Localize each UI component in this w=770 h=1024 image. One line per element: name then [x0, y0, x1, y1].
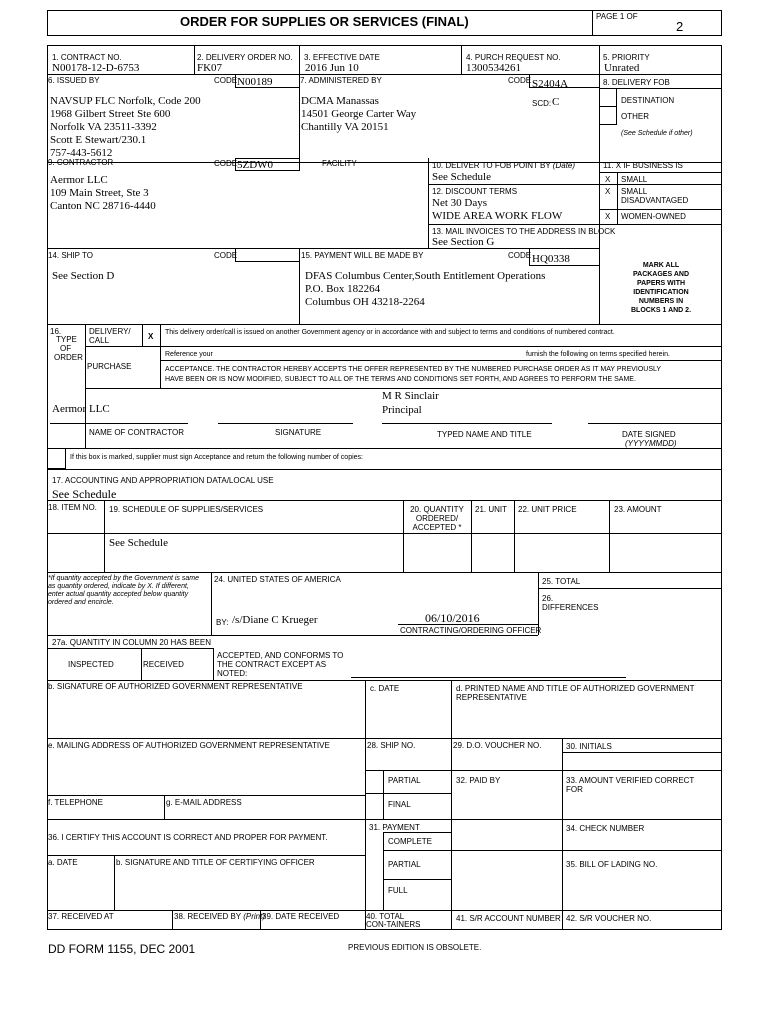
fob-destination-label: DESTINATION	[621, 96, 675, 105]
delivery-order-text: This delivery order/call is issued on another Government agency or in accordance with and subject to terms and conditions of numbered contract.	[165, 329, 615, 336]
contractor-code-label: CODE	[214, 159, 238, 168]
issued-by-code: N00189	[237, 76, 273, 88]
certify-date-label: a. DATE	[48, 858, 78, 867]
mark-all-line-2: PACKAGES AND	[632, 271, 690, 278]
women-owned-label: WOMEN-OWNED	[621, 212, 686, 221]
payment-line-2: P.O. Box 182264	[305, 283, 381, 295]
discount-terms-line-1: Net 30 Days	[432, 197, 487, 209]
type-of-order-label-1: 16.	[50, 327, 62, 336]
administered-by-line-2: 14501 George Carter Way	[301, 108, 417, 120]
amount-verified-label-2: FOR	[566, 785, 583, 794]
mark-all-line-4: IDENTIFICATION	[633, 289, 689, 296]
delivery-call-label: DELIVERY/	[89, 327, 131, 336]
issued-by-label: 6. ISSUED BY	[48, 76, 100, 85]
certifying-officer-label: b. SIGNATURE AND TITLE OF CERTIFYING OFFICER	[116, 858, 315, 867]
type-of-order-label-3: OF	[60, 344, 72, 353]
gov-rep-name-label-2: REPRESENTATIVE	[456, 693, 527, 702]
ship-to-label: 14. SHIP TO	[48, 251, 93, 260]
delivery-fob-label: 8. DELIVERY FOB	[603, 78, 670, 87]
administered-by-label: 7. ADMINISTERED BY	[300, 76, 382, 85]
inspected-label[interactable]: INSPECTED	[68, 660, 114, 669]
business-type-label: 11. X IF BUSINESS IS	[603, 161, 683, 170]
typed-name-title-label: TYPED NAME AND TITLE	[437, 430, 532, 439]
effective-date-label: 3. EFFECTIVE DATE	[304, 53, 380, 62]
contract-no-value: N00178-12-D-6753	[52, 62, 140, 74]
reference-label: Reference your	[165, 351, 213, 358]
date-received-label: 39. DATE RECEIVED	[262, 912, 340, 921]
final-label[interactable]: FINAL	[388, 800, 411, 809]
fob-destination-checkbox[interactable]	[599, 88, 617, 107]
accepted-conforms-2: THE CONTRACT EXCEPT AS	[217, 660, 327, 669]
date-signed-format: (YYYYMMDD)	[625, 439, 677, 448]
qty-note-line-4: ordered and encircle.	[48, 599, 114, 606]
issued-by-code-label: CODE	[214, 76, 238, 85]
mark-all-line-3: PAPERS WITH	[636, 280, 686, 287]
fob-other-note: (See Schedule if other)	[621, 130, 693, 137]
delivery-order-no-value: FK07	[197, 62, 223, 74]
acceptance-copies-checkbox[interactable]	[47, 448, 66, 469]
qty-note-line-3: enter actual quantity accepted below quantity	[48, 591, 189, 598]
received-label[interactable]: RECEIVED	[143, 660, 184, 669]
sr-account-label: 41. S/R ACCOUNT NUMBER	[456, 914, 561, 923]
purch-request-no-value: 1300534261	[466, 62, 521, 74]
issued-by-line-3: Norfolk VA 23511-3392	[50, 121, 157, 133]
payment-by-label: 15. PAYMENT WILL BE MADE BY	[301, 251, 424, 260]
acceptance-line-1: ACCEPTANCE. THE CONTRACTOR HEREBY ACCEPTS THE OFFER REPRESENTED BY THE NUMBERED PURCHASE ORDER AS IT MAY PREVIOUSLY	[165, 366, 662, 373]
mark-all-line-5: NUMBERS IN	[638, 298, 684, 305]
small-disadvantaged-label: SMALL DISADVANTAGED	[621, 187, 689, 205]
received-by-label: 38. RECEIVED BY (Print)	[174, 912, 266, 921]
name-of-contractor-label: NAME OF CONTRACTOR	[89, 428, 184, 437]
mark-all-line-6: BLOCKS 1 AND 2.	[630, 307, 692, 314]
bill-of-lading-label: 35. BILL OF LADING NO.	[566, 860, 658, 869]
payment-code-label: CODE	[508, 251, 532, 260]
gov-rep-signature-label: b. SIGNATURE OF AUTHORIZED GOVERNMENT REPRESENTATIVE	[48, 682, 303, 691]
administered-by-code-label: CODE	[508, 76, 532, 85]
small-business-label: SMALL	[621, 175, 648, 184]
issued-by-line-5: 757-443-5612	[50, 147, 113, 159]
differences-label-1: 26.	[542, 594, 554, 603]
contracting-officer-label: CONTRACTING/ORDERING OFFICER	[400, 626, 542, 635]
schedule-label: 19. SCHEDULE OF SUPPLIES/SERVICES	[109, 505, 264, 514]
purch-request-no-label: 4. PURCH REQUEST NO.	[466, 53, 561, 62]
quantity-label-3: ACCEPTED *	[412, 523, 462, 532]
officer-date: 06/10/2016	[425, 611, 480, 625]
page-label: PAGE 1 OF	[596, 12, 638, 21]
delivery-order-no-label: 2. DELIVERY ORDER NO.	[197, 53, 293, 62]
discount-terms-line-2: WIDE AREA WORK FLOW	[432, 210, 563, 222]
purchase-label: PURCHASE	[87, 362, 132, 371]
quantity-label-1: 20. QUANTITY	[410, 505, 464, 514]
gov-rep-name-label-1: d. PRINTED NAME AND TITLE OF AUTHORIZED GOVERNMENT	[456, 684, 695, 693]
mark-all-line-1: MARK ALL	[642, 262, 680, 269]
unit-label: 21. UNIT	[475, 505, 508, 514]
qty-note-line-2: as quantity ordered, indicate by X. If different,	[48, 583, 189, 590]
total-containers-label-2: CON-TAINERS	[366, 920, 421, 929]
type-of-order-label-2: TYPE	[56, 335, 77, 344]
contractor-label: 9. CONTRACTOR	[48, 158, 114, 167]
contract-no-label: 1. CONTRACT NO.	[52, 53, 122, 62]
quantity-label-2: ORDERED/	[415, 514, 459, 523]
email-label: g. E-MAIL ADDRESS	[166, 798, 242, 807]
contractor-code: 5ZDW0	[237, 159, 274, 171]
ship-no-label: 28. SHIP NO.	[367, 741, 416, 750]
usa-label: 24. UNITED STATES OF AMERICA	[214, 575, 341, 584]
previous-edition-note: PREVIOUS EDITION IS OBSOLETE.	[348, 943, 482, 952]
unit-price-label: 22. UNIT PRICE	[518, 505, 577, 514]
ship-to-code-label: CODE	[214, 251, 238, 260]
certify-label: 36. I CERTIFY THIS ACCOUNT IS CORRECT AND PROPER FOR PAYMENT.	[48, 833, 328, 842]
sr-voucher-label: 42. S/R VOUCHER NO.	[566, 914, 652, 923]
furnish-label: furnish the following on terms specified herein.	[526, 351, 670, 358]
accepting-contractor-name: Aermor LLC	[52, 403, 110, 415]
partial-label-28[interactable]: PARTIAL	[388, 776, 421, 785]
amount-verified-label-1: 33. AMOUNT VERIFIED CORRECT	[566, 776, 695, 785]
payment-line-1: DFAS Columbus Center,South Entitlement Operations	[305, 270, 546, 282]
payment-31-label: 31. PAYMENT	[369, 823, 420, 832]
fob-other-checkbox[interactable]	[599, 106, 617, 125]
differences-label-2: DIFFERENCES	[542, 603, 599, 612]
initials-label: 30. INITIALS	[566, 742, 612, 751]
accounting-label: 17. ACCOUNTING AND APPROPRIATION DATA/LOCAL USE	[52, 476, 274, 485]
discount-terms-label: 12. DISCOUNT TERMS	[432, 187, 518, 196]
payment-code: HQ0338	[532, 253, 570, 265]
priority-value: Unrated	[604, 62, 640, 74]
gov-rep-mailing-label: e. MAILING ADDRESS OF AUTHORIZED GOVERNMENT REPRESENTATIVE	[48, 741, 330, 750]
signer-title: Principal	[382, 404, 422, 416]
small-disadvantaged-mark: X	[605, 187, 611, 196]
deliver-by-value: See Schedule	[432, 171, 491, 183]
officer-signature: /s/Diane C Krueger	[232, 614, 318, 626]
voucher-no-label: 29. D.O. VOUCHER NO.	[453, 741, 542, 750]
paid-by-label: 32. PAID BY	[456, 776, 501, 785]
priority-label: 5. PRIORITY	[603, 53, 650, 62]
page-total: 2	[676, 19, 684, 34]
quantity-column-label: 27a. QUANTITY IN COLUMN 20 HAS BEEN	[52, 638, 212, 647]
check-number-label: 34. CHECK NUMBER	[566, 824, 645, 833]
partial-label-31[interactable]: PARTIAL	[388, 860, 421, 869]
administered-by-code: S2404A	[532, 78, 569, 90]
date-signed-label: DATE SIGNED	[622, 430, 676, 439]
contractor-line-3: Canton NC 28716-4440	[50, 200, 156, 212]
qty-note-line-1: *If quantity accepted by the Government is same	[48, 575, 199, 582]
deliver-by-label: 10. DELIVER TO FOB POINT BY (Date)	[432, 161, 576, 170]
delivery-call-label-2: CALL	[89, 336, 110, 345]
payment-line-3: Columbus OH 43218-2264	[305, 296, 425, 308]
form-number: DD FORM 1155, DEC 2001	[48, 942, 196, 956]
fob-other-label: OTHER	[621, 112, 649, 121]
gov-rep-date-label: c. DATE	[370, 684, 400, 693]
form-title: ORDER FOR SUPPLIES OR SERVICES (FINAL)	[180, 14, 469, 29]
facility-label: FACILITY	[322, 159, 357, 168]
signer-name: M R Sinclair	[382, 390, 439, 402]
ship-to-code-box	[235, 248, 300, 262]
small-business-mark: X	[605, 175, 611, 184]
effective-date-value: 2016 Jun 10	[305, 62, 359, 74]
scd-label: SCD:	[532, 99, 552, 108]
schedule-value: See Schedule	[109, 537, 168, 549]
total-containers-label-1: 40. TOTAL	[366, 912, 405, 921]
ship-to-value: See Section D	[52, 270, 115, 282]
administered-by-line-1: DCMA Manassas	[301, 95, 379, 107]
telephone-label: f. TELEPHONE	[48, 798, 103, 807]
contractor-line-2: 109 Main Street, Ste 3	[50, 187, 149, 199]
contractor-line-1: Aermor LLC	[50, 174, 108, 186]
delivery-call-mark[interactable]: X	[148, 332, 154, 341]
women-owned-mark: X	[605, 212, 611, 221]
issued-by-line-1: NAVSUP FLC Norfolk, Code 200	[50, 95, 201, 107]
administered-by-line-3: Chantilly VA 20151	[301, 121, 389, 133]
accounting-value: See Schedule	[52, 487, 117, 501]
by-label: BY:	[216, 618, 229, 627]
type-of-order-label-4: ORDER	[54, 353, 83, 362]
complete-label[interactable]: COMPLETE	[388, 837, 433, 846]
received-at-label: 37. RECEIVED AT	[48, 912, 114, 921]
amount-label: 23. AMOUNT	[614, 505, 662, 514]
total-label: 25. TOTAL	[542, 577, 581, 586]
accepted-conforms-1: ACCEPTED, AND CONFORMS TO	[217, 651, 344, 660]
mail-invoices-value: See Section G	[432, 236, 495, 248]
accepted-conforms-3: NOTED:	[217, 669, 248, 678]
scd-value: C	[552, 96, 560, 108]
signature-label: SIGNATURE	[275, 428, 322, 437]
issued-by-line-4: Scott E Stewart/230.1	[50, 134, 147, 146]
acceptance-line-2: HAVE BEEN OR IS NOW MODIFIED, SUBJECT TO ALL OF THE TERMS AND CONDITIONS SET FORTH, AND AGREES TO PERFORM THE SAME.	[165, 376, 636, 383]
full-label[interactable]: FULL	[388, 886, 408, 895]
item-no-label: 18. ITEM NO.	[48, 503, 97, 512]
mail-invoices-label: 13. MAIL INVOICES TO THE ADDRESS IN BLOCK	[432, 227, 616, 236]
issued-by-line-2: 1968 Gilbert Street Ste 600	[50, 108, 171, 120]
acceptance-copies-text: If this box is marked, supplier must sign Acceptance and return the following number of copies:	[70, 454, 363, 461]
